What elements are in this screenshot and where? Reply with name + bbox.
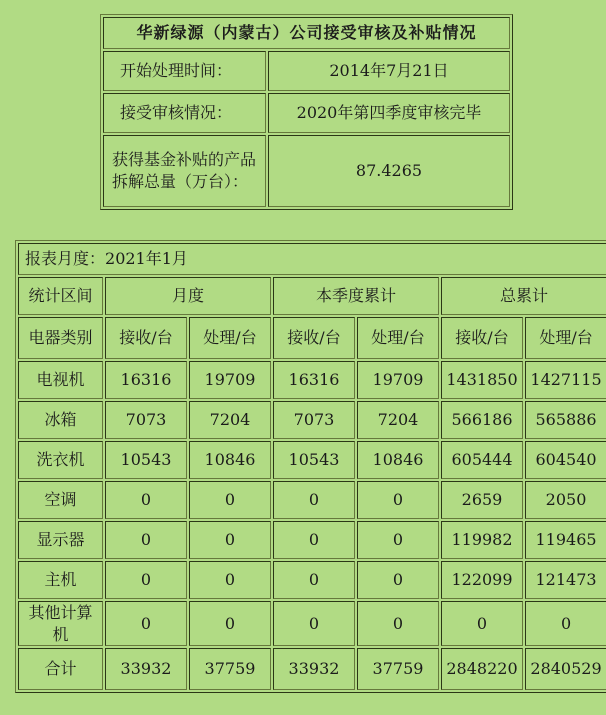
- value-cell: 2659: [441, 481, 523, 519]
- value-cell: 565886: [525, 401, 606, 439]
- subsidy-total-label: 获得基金补贴的产品拆解总量（万台）：: [103, 135, 266, 207]
- value-cell: 7204: [357, 401, 439, 439]
- period-group-total: 总累计: [441, 277, 606, 315]
- report-month-value: 2021年1月: [105, 249, 188, 269]
- value-cell: 7073: [105, 401, 187, 439]
- summary-title-row: [103, 17, 510, 49]
- value-cell: 10543: [273, 441, 355, 479]
- value-cell: 0: [273, 561, 355, 599]
- report-month-row: [18, 243, 606, 275]
- report-month-label: 报表月度：: [25, 249, 106, 269]
- value-cell: 0: [105, 561, 187, 599]
- category-cell: 显示器: [18, 521, 103, 559]
- summary-table: [100, 14, 513, 210]
- value-cell: 0: [105, 481, 187, 519]
- period-header-row: [18, 277, 606, 315]
- value-cell: 7204: [189, 401, 271, 439]
- category-cell: 其他计算机: [18, 601, 103, 646]
- value-cell: 0: [105, 521, 187, 559]
- report-month-cell: [18, 243, 606, 275]
- value-cell: 121473: [525, 561, 606, 599]
- value-cell: 19709: [189, 361, 271, 399]
- category-cell: 合计: [18, 648, 103, 690]
- value-cell: 10846: [189, 441, 271, 479]
- table-row: [18, 361, 606, 399]
- table-row: [18, 481, 606, 519]
- value-cell: 1427115: [525, 361, 606, 399]
- period-header-cell: 统计区间: [18, 277, 103, 315]
- start-time-label: 开始处理时间：: [103, 51, 266, 91]
- value-cell: 604540: [525, 441, 606, 479]
- value-cell: 119465: [525, 521, 606, 559]
- report-table-body: [18, 361, 606, 690]
- value-cell: 10846: [357, 441, 439, 479]
- start-time-value: 2014年7月21日: [268, 51, 510, 91]
- table-row: [103, 51, 510, 91]
- table-row: [18, 561, 606, 599]
- table-row: [18, 441, 606, 479]
- table-row: [103, 135, 510, 207]
- value-cell: 37759: [357, 648, 439, 690]
- value-cell: 119982: [441, 521, 523, 559]
- value-cell: 0: [441, 601, 523, 646]
- table-row: [18, 401, 606, 439]
- period-group-month: 月度: [105, 277, 271, 315]
- category-header-cell: 电器类别: [18, 317, 103, 359]
- subsidy-total-value: 87.4265: [268, 135, 510, 207]
- value-cell: 605444: [441, 441, 523, 479]
- table-row: [18, 648, 606, 690]
- sub-header-row: [18, 317, 606, 359]
- table-row: [18, 601, 606, 646]
- category-cell: 洗衣机: [18, 441, 103, 479]
- sub-header-cell: 处理/台: [357, 317, 439, 359]
- sub-header-cell: 接收/台: [441, 317, 523, 359]
- value-cell: 0: [189, 561, 271, 599]
- value-cell: 2840529: [525, 648, 606, 690]
- value-cell: 10543: [105, 441, 187, 479]
- value-cell: 0: [357, 601, 439, 646]
- value-cell: 0: [273, 601, 355, 646]
- period-group-quarter: 本季度累计: [273, 277, 439, 315]
- value-cell: 37759: [189, 648, 271, 690]
- sub-header-cell: 接收/台: [273, 317, 355, 359]
- category-cell: 冰箱: [18, 401, 103, 439]
- audit-status-value: 2020年第四季度审核完毕: [268, 93, 510, 133]
- value-cell: 19709: [357, 361, 439, 399]
- report-table: [15, 240, 606, 693]
- value-cell: 0: [273, 481, 355, 519]
- value-cell: 33932: [273, 648, 355, 690]
- value-cell: 16316: [105, 361, 187, 399]
- value-cell: 33932: [105, 648, 187, 690]
- summary-table-title: 华新绿源（内蒙古）公司接受审核及补贴情况: [103, 17, 510, 49]
- category-cell: 主机: [18, 561, 103, 599]
- value-cell: 0: [357, 561, 439, 599]
- value-cell: 122099: [441, 561, 523, 599]
- value-cell: 0: [273, 521, 355, 559]
- value-cell: 0: [105, 601, 187, 646]
- sub-header-cell: 处理/台: [525, 317, 606, 359]
- report-table-head: [18, 243, 606, 359]
- value-cell: 7073: [273, 401, 355, 439]
- value-cell: 16316: [273, 361, 355, 399]
- value-cell: 0: [357, 521, 439, 559]
- value-cell: 0: [357, 481, 439, 519]
- value-cell: 0: [189, 601, 271, 646]
- table-row: [103, 93, 510, 133]
- category-cell: 空调: [18, 481, 103, 519]
- audit-status-label: 接受审核情况：: [103, 93, 266, 133]
- value-cell: 1431850: [441, 361, 523, 399]
- value-cell: 0: [525, 601, 606, 646]
- value-cell: 2050: [525, 481, 606, 519]
- category-cell: 电视机: [18, 361, 103, 399]
- value-cell: 0: [189, 481, 271, 519]
- table-row: [18, 521, 606, 559]
- sub-header-cell: 处理/台: [189, 317, 271, 359]
- sub-header-cell: 接收/台: [105, 317, 187, 359]
- value-cell: 0: [189, 521, 271, 559]
- value-cell: 2848220: [441, 648, 523, 690]
- value-cell: 566186: [441, 401, 523, 439]
